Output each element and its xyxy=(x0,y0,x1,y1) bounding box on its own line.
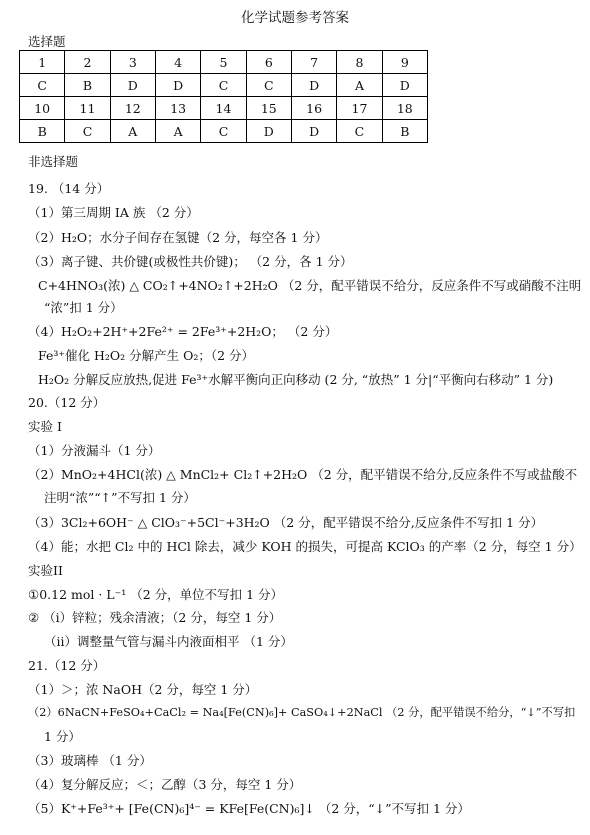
table-cell: A xyxy=(155,120,200,143)
answer-line: （1）＞；浓 NaOH（2 分，每空 1 分） xyxy=(28,682,258,697)
non-mc-section-heading: 非选择题 xyxy=(28,154,79,169)
table-cell: D xyxy=(246,120,291,143)
table-cell: 1 xyxy=(20,51,65,74)
table-cell: 8 xyxy=(337,51,382,74)
table-cell: C xyxy=(337,120,382,143)
answer-line: 实验II xyxy=(28,563,63,578)
table-cell: 14 xyxy=(201,97,246,120)
table-cell: 7 xyxy=(291,51,336,74)
mc-section-heading: 选择题 xyxy=(28,34,66,49)
answer-table xyxy=(19,50,428,143)
table-cell: 5 xyxy=(201,51,246,74)
answer-line: H₂O₂ 分解反应放热,促进 Fe³⁺水解平衡向正向移动 (2 分, “放热” 1 分|“平衡向右移动” 1 分) xyxy=(38,372,554,387)
answer-line: （4）复分解反应；＜；乙醇（3 分，每空 1 分） xyxy=(28,777,302,792)
answer-line: （1）分液漏斗（1 分） xyxy=(28,443,161,458)
answer-line: Fe³⁺催化 H₂O₂ 分解产生 O₂；（2 分） xyxy=(38,348,255,363)
table-cell: 9 xyxy=(382,51,427,74)
table-cell: C xyxy=(246,74,291,97)
page-title: 化学试题参考答案 xyxy=(241,10,349,26)
answer-line: （4）能；水把 Cl₂ 中的 HCl 除去，减少 KOH 的损失，可提高 KClO₃ 的产率（2 分，每空 1 分） xyxy=(28,539,582,554)
answer-line: 20.（12 分） xyxy=(28,395,106,410)
table-cell: C xyxy=(201,120,246,143)
answer-line: C+4HNO₃(浓) △ CO₂↑+4NO₂↑+2H₂O （2 分，配平错误不给分，反应条件不写或硝酸不注明 xyxy=(38,278,582,293)
table-row xyxy=(20,97,428,120)
table-row xyxy=(20,74,428,97)
table-cell: C xyxy=(20,74,65,97)
answer-line: ①0.12 mol · L⁻¹ （2 分，单位不写扣 1 分） xyxy=(28,587,284,602)
answer-line: （2）MnO₂+4HCl(浓) △ MnCl₂+ Cl₂↑+2H₂O （2 分，配平错误不给分,反应条件不写或盐酸不 xyxy=(28,467,578,482)
table-cell: 10 xyxy=(20,97,65,120)
answer-line: （4）H₂O₂+2H⁺+2Fe²⁺ = 2Fe³⁺+2H₂O； （2 分） xyxy=(28,324,338,339)
answer-line: （2）6NaCN+FeSO₄+CaCl₂ = Na₄[Fe(CN)₆]+ CaSO₄↓+2NaCl （2 分，配平错误不给分，“↓”不写扣 xyxy=(28,706,576,719)
table-cell: 18 xyxy=(382,97,427,120)
table-cell: D xyxy=(382,74,427,97)
table-cell: 16 xyxy=(291,97,336,120)
table-row xyxy=(20,51,428,74)
answer-line: 19. （14 分） xyxy=(28,181,110,196)
answer-line: （2）H₂O；水分子间存在氢键（2 分，每空各 1 分） xyxy=(28,230,328,245)
table-cell: D xyxy=(110,74,155,97)
table-cell: 3 xyxy=(110,51,155,74)
answer-line: （1）第三周期 ⅠA 族 （2 分） xyxy=(28,205,199,220)
answer-line: “浓”扣 1 分） xyxy=(44,300,123,315)
table-cell: C xyxy=(201,74,246,97)
table-cell: 11 xyxy=(65,97,110,120)
table-cell: 15 xyxy=(246,97,291,120)
answer-line: （ii）调整量气管与漏斗内液面相平 （1 分） xyxy=(44,634,293,649)
answer-line: （5）K⁺+Fe³⁺+ [Fe(CN)₆]⁴⁻ = KFe[Fe(CN)₆]↓ （2 分，“↓”不写扣 1 分） xyxy=(28,801,470,816)
answer-line: 21.（12 分） xyxy=(28,658,106,673)
table-cell: 2 xyxy=(65,51,110,74)
table-cell: 17 xyxy=(337,97,382,120)
answer-line: ② （i）锌粒；残余清液；（2 分，每空 1 分） xyxy=(28,610,282,625)
answer-line: （3）离子键、共价键(或极性共价键)； （2 分，各 1 分） xyxy=(28,254,353,269)
table-cell: A xyxy=(337,74,382,97)
table-cell: D xyxy=(291,74,336,97)
table-cell: B xyxy=(382,120,427,143)
table-cell: 12 xyxy=(110,97,155,120)
answer-line: （3）3Cl₂+6OH⁻ △ ClO₃⁻+5Cl⁻+3H₂O （2 分，配平错误不给分,反应条件不写扣 1 分） xyxy=(28,515,544,530)
table-cell: C xyxy=(65,120,110,143)
answer-line: 实验 I xyxy=(28,419,62,434)
table-cell: D xyxy=(291,120,336,143)
table-cell: B xyxy=(20,120,65,143)
table-cell: 13 xyxy=(155,97,200,120)
answer-line: 1 分） xyxy=(44,729,81,744)
table-cell: A xyxy=(110,120,155,143)
table-cell: B xyxy=(65,74,110,97)
table-cell: 4 xyxy=(155,51,200,74)
table-cell: D xyxy=(155,74,200,97)
table-row xyxy=(20,120,428,143)
table-cell: 6 xyxy=(246,51,291,74)
answer-line: 注明“浓”“↑”不写扣 1 分） xyxy=(44,490,196,505)
answer-line: （3）玻璃棒 （1 分） xyxy=(28,753,152,768)
